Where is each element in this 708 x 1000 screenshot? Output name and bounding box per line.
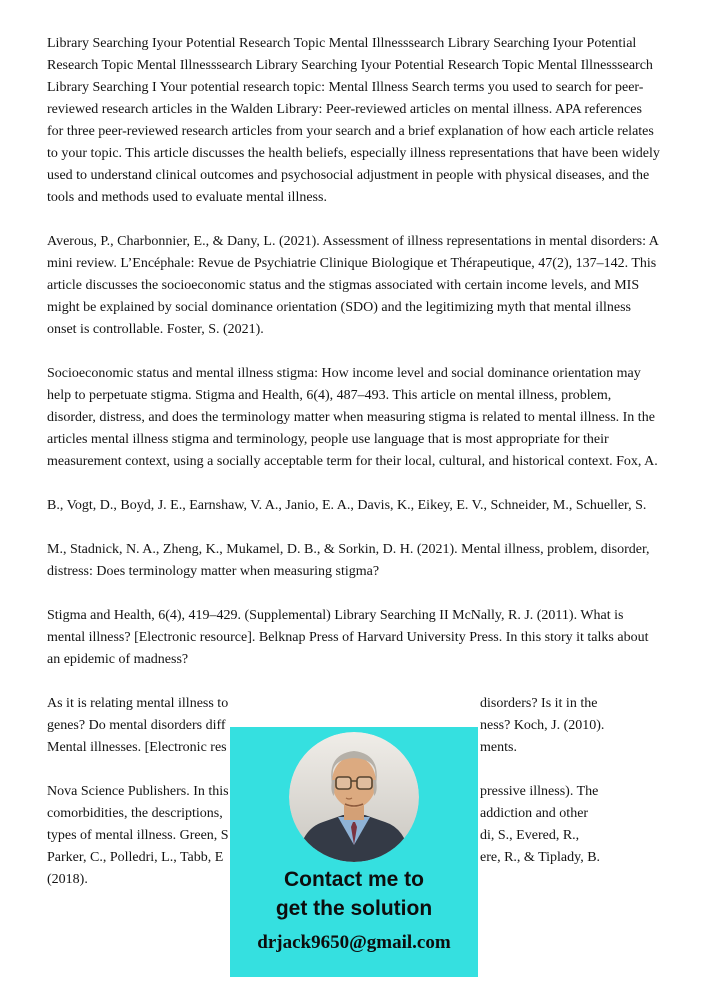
text-fragment: As it is relating mental illness to — [47, 696, 229, 711]
text-fragment: comorbidities, the descriptions, — [47, 806, 223, 821]
contact-heading-line2: get the solution — [275, 897, 433, 920]
text-fragment: ments. — [480, 740, 517, 755]
paragraph-socioeconomic-stigma: Socioeconomic status and mental illness stigma: How income level and social dominance orientation may help to perpetuate stigma. Stigma and Health, 6(4), 487–493. This article on mental illness, problem, disorder, distress, and does the terminology matter when measuring stigma is related to mental illness. In the articles mental illness stigma and terminology, people use language that is most appropriate for their measurement context, using a socially acceptable term for their local, cultural, and historical context. Fox, A. — [47, 366, 658, 469]
tutor-portrait-photo — [289, 732, 419, 862]
text-fragment: genes? Do mental disorders diff — [47, 718, 226, 733]
paragraph-averous-reference: Averous, P., Charbonnier, E., & Dany, L. (2021). Assessment of illness representations in mental disorders: A mini review. L’Encéphale: Revue de Psychiatrie Clinique Biologique et Thérapeutique, 47(2), 137–142. This article discusses the socioeconomic status and the stigmas associated with certain income levels, and MIS might be explained by social dominance orientation (SDO) and the legitimizing myth that mental illness onset is controllable. Foster, S. (2021). — [47, 234, 659, 337]
paragraph-author-list-2: M., Stadnick, N. A., Zheng, K., Mukamel, D. B., & Sorkin, D. H. (2021). Mental illness, problem, disorder, distress: Does terminology matter when measuring stigma? — [47, 542, 650, 579]
contact-email: drjack9650@gmail.com — [257, 932, 451, 953]
text-fragment: Parker, C., Polledri, L., Tabb, E — [47, 850, 224, 865]
text-fragment: Nova Science Publishers. In this — [47, 784, 229, 799]
contact-heading-line1: Contact me to — [283, 868, 424, 891]
text-fragment: di, S., Evered, R., — [480, 828, 580, 843]
text-fragment: ere, R., & Tiplady, B. — [480, 850, 601, 865]
paragraph-author-list-1: B., Vogt, D., Boyd, J. E., Earnshaw, V. A., Janio, E. A., Davis, K., Eikey, E. V., Schneider, M., Schueller, S. — [47, 498, 647, 513]
contact-heading — [230, 865, 478, 923]
text-fragment: addiction and other — [480, 806, 589, 821]
text-fragment: types of mental illness. Green, S — [47, 828, 229, 843]
text-line: (2018). — [47, 872, 88, 887]
text-line — [47, 693, 661, 715]
paragraph-stigma-health-reference: Stigma and Health, 6(4), 419–429. (Supplemental) Library Searching II McNally, R. J. (2011). What is mental illness? [Electronic resource]. Belknap Press of Harvard University Press. In this story it talks about an epidemic of madness? — [47, 608, 649, 667]
text-fragment: Mental illnesses. [Electronic res — [47, 740, 227, 755]
tutor-avatar-illustration — [289, 732, 419, 862]
paragraph-library-searching: Library Searching Iyour Potential Research Topic Mental Illnesssearch Library Searching Iyour Potential Research Topic Mental Illnesssearch Library Searching Iyour Potential Research Topic Mental Illnesssearch Library Searching I Your potential research topic: Mental Illness Search terms you used to search for peer-reviewed research articles in the Walden Library: Peer-reviewed articles on mental illness. APA references for three peer-reviewed research articles from your search and a brief explanation of how each article relates to your topic. This article discusses the health beliefs, especially illness representations that have been widely used to understand clinical outcomes and psychosocial adjustment in people with physical diseases, and the tools and methods used to evaluate mental illness. — [47, 36, 660, 205]
text-fragment: ness? Koch, J. (2010). — [480, 718, 605, 733]
text-fragment: pressive illness). The — [480, 784, 599, 799]
contact-solution-overlay — [230, 727, 478, 977]
text-fragment: disorders? Is it in the — [480, 696, 598, 711]
